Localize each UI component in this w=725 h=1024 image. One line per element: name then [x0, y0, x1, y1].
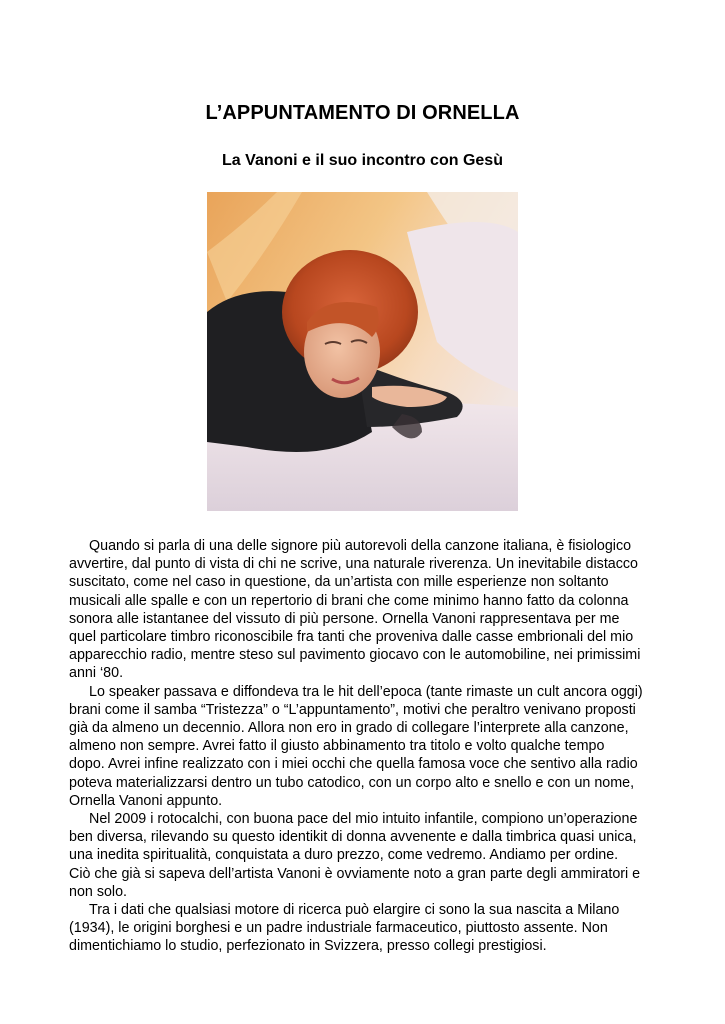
text-line: almeno non sempre. Avrei fatto il giusto abbinamento tra titolo e volto qualche tempo — [69, 738, 605, 755]
paragraph — [69, 810, 669, 901]
text-line: sonora alle istantanee del vissuto di più persone. Ornella Vanoni rappresentava per me — [69, 610, 620, 627]
text-line: ben diversa, rilevando su questo identikit di donna avvenente e dalla timbrica quasi unica, — [69, 829, 637, 846]
text-line: dimentichiamo lo studio, perfezionato in Svizzera, presso collegi prestigiosi. — [69, 938, 547, 955]
text-line: Ciò che già si sapeva dell’artista Vanoni è ovviamente noto a gran parte degli ammiratori e — [69, 865, 641, 882]
text-line: non solo. — [69, 883, 128, 900]
paragraph — [69, 683, 669, 810]
paragraph — [69, 537, 669, 683]
portrait-illustration — [207, 192, 518, 511]
text-line: brani come il samba “Tristezza” o “L’appuntamento”, motivi che peraltro venivano proposti — [69, 701, 636, 718]
text-line: musicali alle spalle e con un repertorio di brani che come minimo hanno fatto da colonna — [69, 592, 629, 609]
text-line: Ornella Vanoni appunto. — [69, 792, 223, 809]
text-line: Tra i dati che qualsiasi motore di ricerca può elargire ci sono la sua nascita a Milano — [89, 902, 620, 919]
text-line: Lo speaker passava e diffondeva tra le hit dell’epoca (tante rimaste un cult ancora oggi) — [89, 683, 643, 700]
text-line: apparecchio radio, mentre steso sul pavimento giocavo con le automobiline, nei primissimi — [69, 647, 641, 664]
text-line: avvertire, dal punto di vista di chi ne scrive, una naturale riverenza. Un inevitabile distacco — [69, 556, 638, 573]
text-line: Nel 2009 i rotocalchi, con buona pace del mio intuito infantile, compiono un’operazione — [89, 811, 638, 828]
text-line: Quando si parla di una delle signore più autorevoli della canzone italiana, è fisiologico — [89, 538, 632, 554]
text-line: anni ‘80. — [69, 665, 124, 682]
page-subtitle: La Vanoni e il suo incontro con Gesù — [222, 152, 503, 169]
text-line: dopo. Avrei infine realizzato con i miei occhi che quella famosa voce che sentivo alla radio — [69, 756, 638, 773]
page-title: L’APPUNTAMENTO DI ORNELLA — [205, 102, 520, 124]
article-body — [69, 537, 669, 956]
text-line: una inedita spiritualità, conquistata a duro prezzo, come vedremo. Andiamo per ordine. — [69, 847, 619, 864]
text-line: già da almeno un decennio. Allora non ero in grado di collegare l’interprete alla canzone, — [69, 720, 629, 737]
portrait-photo — [207, 192, 518, 511]
text-line: quel particolare timbro riconoscibile fra tanti che proveniva dalle casse embrionali del mio — [69, 629, 634, 646]
text-line: (1934), le origini borghesi e un padre industriale farmaceutico, piuttosto assente. Non — [69, 920, 608, 937]
text-line: poteva materializzarsi dentro un tubo catodico, con un corpo alto e snello e con un nome, — [69, 774, 635, 791]
paragraph — [69, 901, 669, 956]
text-line: suscitato, come nel caso in questione, da un’artista con mille esperienze non soltanto — [69, 574, 609, 591]
